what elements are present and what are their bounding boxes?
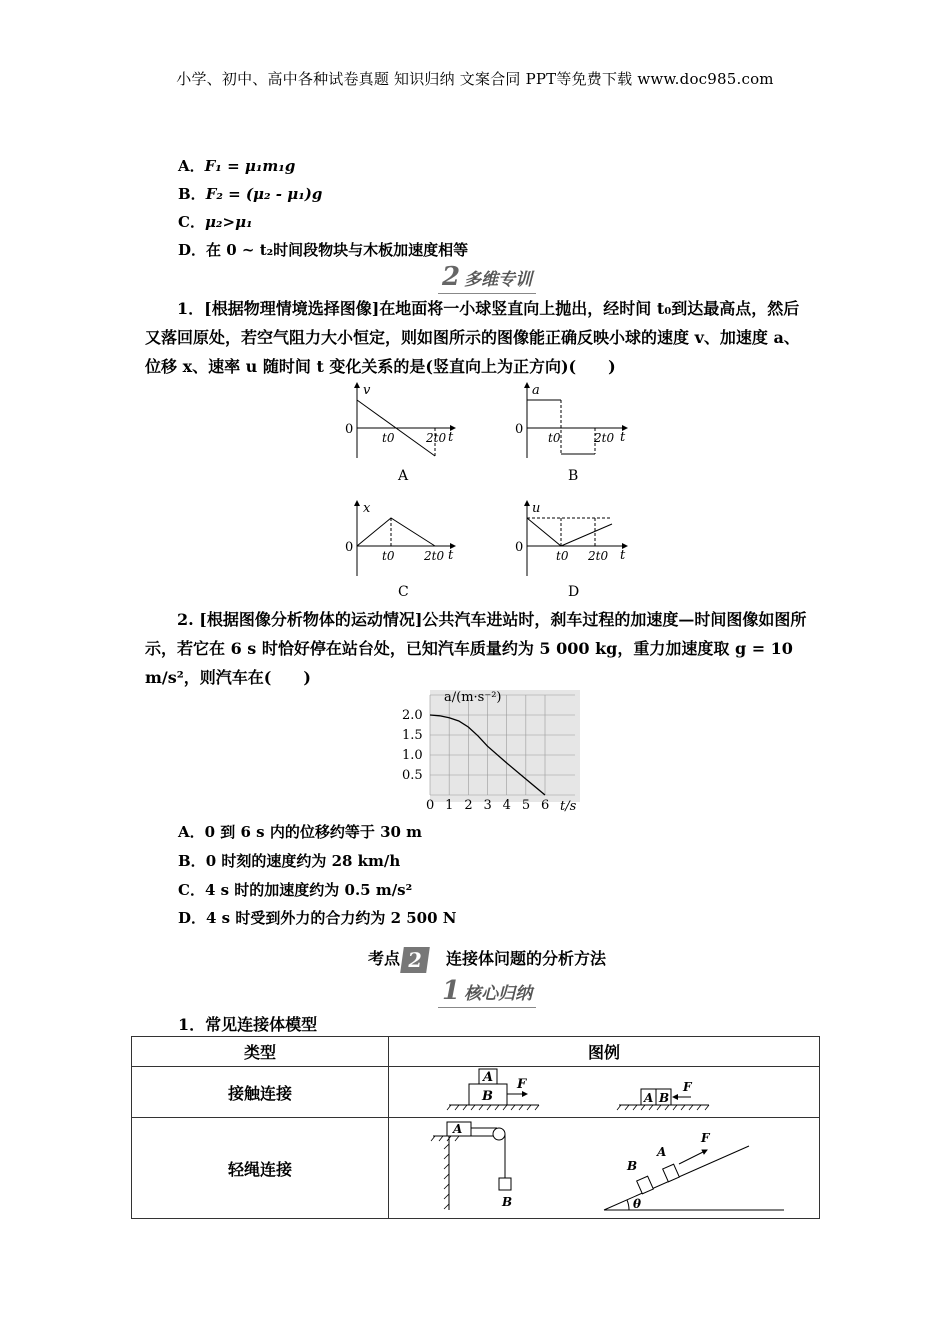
chart-y-ticks — [402, 708, 423, 783]
chart-x-tick-label: 3 — [483, 798, 492, 813]
graph-b-xvar: t — [620, 430, 626, 445]
prev-option-a: A．F₁ = μ₁m₁g — [178, 157, 296, 175]
q2-option-a: A．0 到 6 s 内的位移约等于 30 m — [178, 823, 423, 841]
graph-a-yvar: v — [363, 383, 371, 398]
graph-c-yvar: x — [363, 501, 371, 516]
connected-body-table — [131, 1036, 820, 1219]
chart-y-tick-label: 1.5 — [402, 728, 423, 743]
section-1-title: 1．常见连接体模型 — [178, 1015, 318, 1034]
chart-x-tick-label: 0 — [426, 798, 435, 813]
svg-text:B: B — [482, 1089, 493, 1104]
graph-a-t0: t0 — [382, 431, 395, 445]
svg-text:B: B — [659, 1091, 670, 1105]
graph-b-origin: 0 — [515, 422, 524, 437]
q2-option-d: D．4 s 时受到外力的合力约为 2 500 N — [178, 909, 457, 927]
table-header-type: 类型 — [132, 1037, 389, 1067]
graph-d-origin: 0 — [515, 540, 524, 555]
table-header-example: 图例 — [389, 1037, 820, 1067]
graph-b-t0: t0 — [548, 431, 561, 445]
graph-b-2t0: 2t0 — [594, 431, 615, 445]
svg-text:F: F — [683, 1080, 692, 1094]
graph-a-xvar: t — [448, 430, 454, 445]
chart-x-tick-label: 1 — [445, 798, 454, 813]
chart-y-label: a/(m·s⁻²) — [444, 690, 502, 705]
table-row — [132, 1067, 820, 1118]
svg-text:A: A — [453, 1122, 463, 1136]
q2-option-c: C．4 s 时的加速度约为 0.5 m/s² — [178, 881, 413, 899]
section-banner-practice: 2 多维专训 — [438, 262, 536, 294]
graph-c-2t0: 2t0 — [424, 549, 445, 563]
graph-c-t0: t0 — [382, 549, 395, 563]
svg-text:A: A — [657, 1145, 667, 1159]
q1-graphs — [330, 378, 650, 600]
svg-text:A: A — [644, 1091, 654, 1105]
graph-a-origin: 0 — [345, 422, 354, 437]
table-cell-type: 轻绳连接 — [132, 1118, 389, 1219]
graph-d-xvar: t — [620, 548, 626, 563]
question-1-text: 1．[根据物理情境选择图像]在地面将一小球竖直向上抛出，经时间 t₀到达最高点，然后又落回原处，若空气阻力大小恒定，则如图所示的图像能正确反映小球的速度 v、加速度 a、位移 x、速率 u 随时间 t 变化关系的是(竖直向上为正方向)( ) — [145, 299, 800, 376]
page-header: 小学、初中、高中各种试卷真题 知识归纳 文案合同 PPT等免费下载 www.doc985.com — [176, 70, 774, 88]
svg-text:B: B — [627, 1159, 638, 1173]
q2-acceleration-chart — [400, 688, 600, 816]
graph-c-origin: 0 — [345, 540, 354, 555]
graph-a-2t0: 2t0 — [426, 431, 447, 445]
graph-a — [345, 383, 455, 484]
chart-x-label: t/s — [560, 799, 577, 814]
table-row — [132, 1118, 820, 1219]
svg-text:B: B — [502, 1195, 513, 1209]
chart-y-tick-label: 2.0 — [402, 708, 423, 723]
prev-option-b: B．F₂ = (μ₂ - μ₁)g — [178, 185, 323, 203]
svg-text:F: F — [701, 1131, 710, 1145]
graph-d-t0: t0 — [556, 549, 569, 563]
table-cell-type: 接触连接 — [132, 1067, 389, 1118]
graph-c-label: C — [398, 584, 409, 600]
graph-d-2t0: 2t0 — [588, 549, 609, 563]
table-cell-figure — [389, 1067, 820, 1118]
chart-x-tick-label: 4 — [502, 798, 511, 813]
svg-text:F: F — [517, 1077, 527, 1092]
graph-d — [515, 501, 627, 600]
rope-connection-figure — [389, 1118, 819, 1214]
q2-option-b: B．0 时刻的速度约为 28 km/h — [178, 852, 401, 870]
chart-x-tick-label: 5 — [521, 798, 531, 813]
graph-c — [345, 501, 455, 600]
graph-d-yvar: u — [532, 501, 541, 516]
chart-background — [430, 690, 580, 802]
chart-x-tick-label: 2 — [464, 798, 473, 813]
topic-heading: 考点 2 连接体问题的分析方法 — [368, 947, 607, 972]
graph-b — [515, 383, 627, 484]
chart-x-tick-label: 6 — [541, 798, 550, 813]
section-banner-core: 1 核心归纳 — [438, 976, 536, 1008]
question-2-text: 2. [根据图像分析物体的运动情况]公共汽车进站时，刹车过程的加速度—时间图像如图所示，若它在 6 s 时恰好停在站台处，已知汽车质量约为 5 000 kg，重力加速度取 g = 10 m/s²，则汽车在( ) — [145, 610, 807, 687]
graph-a-label: A — [398, 468, 409, 484]
graph-b-label: B — [568, 468, 579, 484]
svg-text:A: A — [483, 1070, 494, 1085]
table-cell-figure — [389, 1118, 820, 1219]
graph-d-label: D — [568, 584, 580, 600]
graph-b-yvar: a — [532, 383, 540, 398]
chart-y-tick-label: 0.5 — [402, 768, 423, 783]
chart-y-tick-label: 1.0 — [402, 748, 423, 763]
topic-number-badge: 2 — [400, 947, 430, 973]
graph-c-xvar: t — [448, 548, 454, 563]
svg-text:θ: θ — [633, 1197, 642, 1211]
prev-option-c: C．μ₂>μ₁ — [178, 213, 253, 231]
prev-option-d: D．在 0 ~ t₂时间段物块与木板加速度相等 — [178, 241, 469, 259]
contact-connection-figure — [389, 1067, 819, 1113]
